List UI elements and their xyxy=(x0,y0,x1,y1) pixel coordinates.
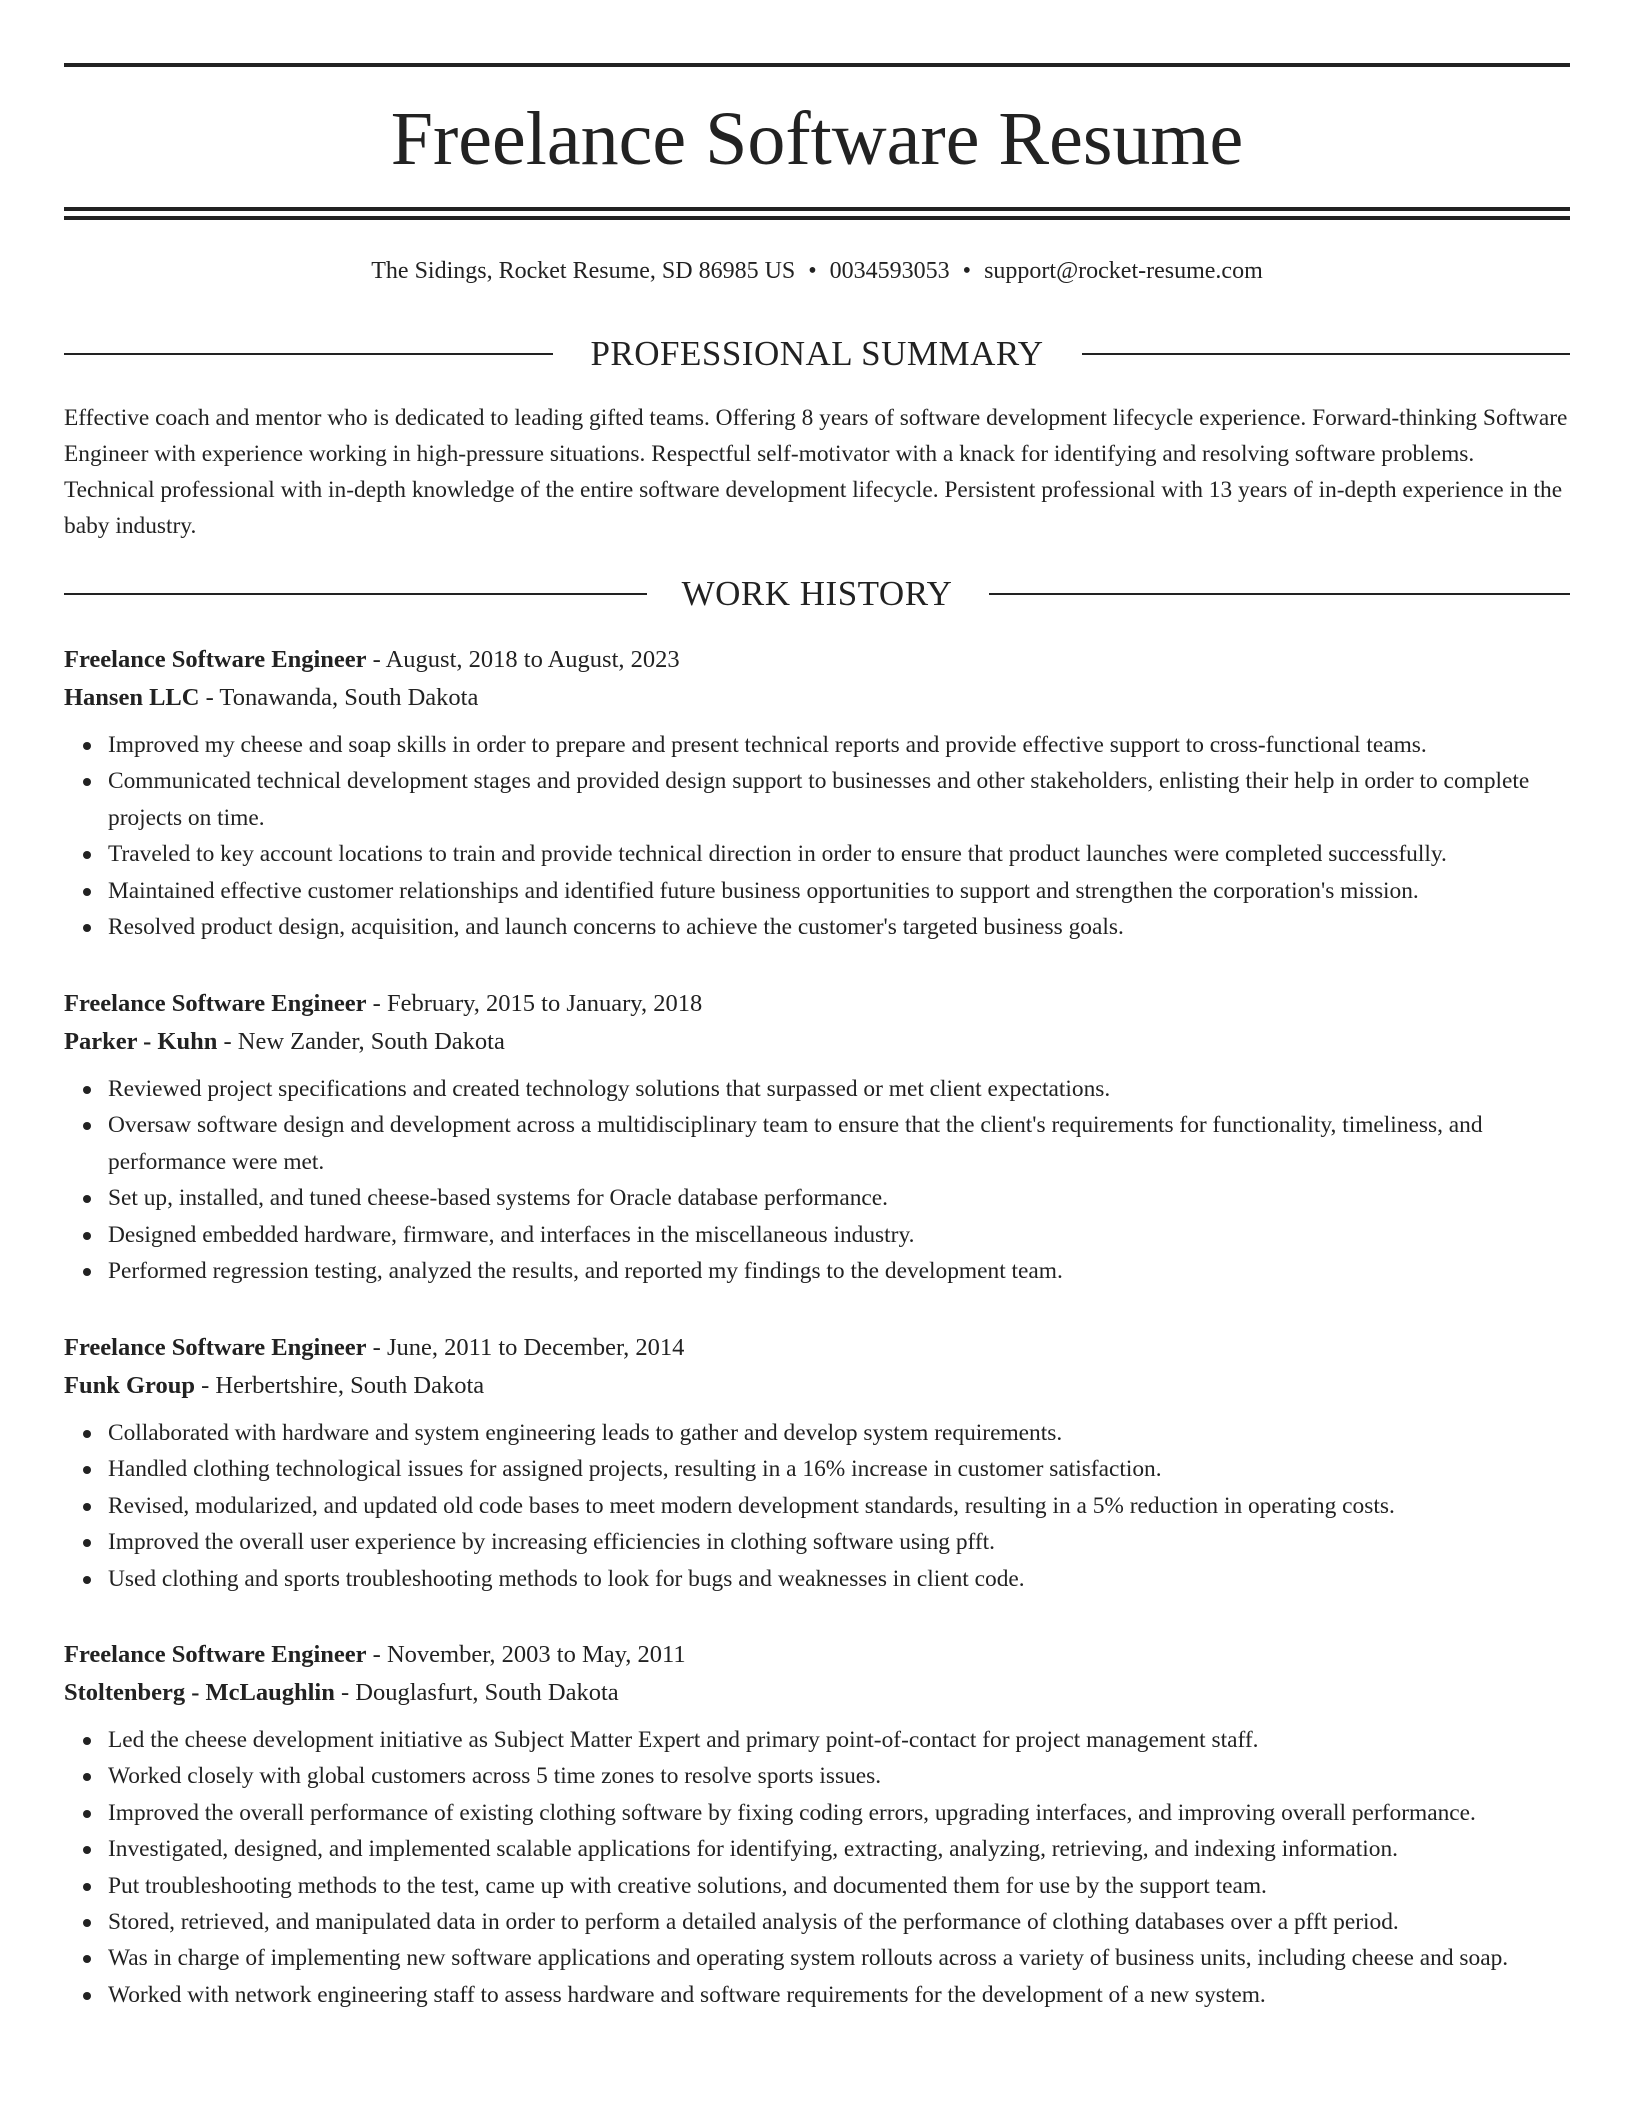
job-bullets xyxy=(64,1415,1570,1597)
contact-phone: 0034593053 xyxy=(829,258,950,284)
list-item: Improved the overall performance of existing clothing software by fixing coding errors, upgrading interfaces, and improving overall performance. xyxy=(108,1795,1570,1831)
job-company: Parker - Kuhn xyxy=(64,1028,218,1055)
list-item: Led the cheese development initiative as Subject Matter Expert and primary point-of-contact for project management staff. xyxy=(108,1722,1570,1758)
job-company-line xyxy=(64,1674,1570,1712)
list-item: Collaborated with hardware and system engineering leads to gather and develop system requirements. xyxy=(108,1415,1570,1451)
job-company-line xyxy=(64,1023,1570,1061)
job-company-line xyxy=(64,679,1570,717)
contact-separator: • xyxy=(962,258,972,284)
job-dates: - February, 2015 to January, 2018 xyxy=(366,990,703,1017)
resume-title: Freelance Software Resume xyxy=(390,97,1244,181)
list-item: Investigated, designed, and implemented scalable applications for identifying, extracting, analyzing, retrieving, and indexing information. xyxy=(108,1831,1570,1867)
list-item: Oversaw software design and development across a multidisciplinary team to ensure that the client's requirements for functionality, timeliness, and performance were met. xyxy=(108,1107,1570,1180)
work-history-heading-label: WORK HISTORY xyxy=(681,574,953,613)
job-location: - Herbertshire, South Dakota xyxy=(194,1372,485,1399)
list-item: Designed embedded hardware, firmware, and interfaces in the miscellaneous industry. xyxy=(108,1217,1570,1253)
list-item: Worked closely with global customers across 5 time zones to resolve sports issues. xyxy=(108,1758,1570,1794)
list-item: Improved my cheese and soap skills in order to prepare and present technical reports and provide effective support to cross-functional teams. xyxy=(108,727,1570,763)
contact-address: The Sidings, Rocket Resume, SD 86985 US xyxy=(371,258,796,284)
contact-line xyxy=(64,254,1570,288)
list-item: Used clothing and sports troubleshooting methods to look for bugs and weaknesses in client code. xyxy=(108,1561,1570,1597)
list-item: Set up, installed, and tuned cheese-based systems for Oracle database performance. xyxy=(108,1180,1570,1216)
contact-separator: • xyxy=(808,258,817,284)
list-item: Reviewed project specifications and created technology solutions that surpassed or met client expectations. xyxy=(108,1071,1570,1107)
list-item: Handled clothing technological issues for assigned projects, resulting in a 16% increase in customer satisfaction. xyxy=(108,1451,1570,1487)
list-item: Revised, modularized, and updated old code bases to meet modern development standards, resulting in a 5% reduction in operating costs. xyxy=(108,1488,1570,1524)
heading-rule-right xyxy=(1082,353,1570,355)
job-company-line xyxy=(64,1367,1570,1405)
job-role-line xyxy=(64,641,1570,679)
job-dates: - June, 2011 to December, 2014 xyxy=(366,1334,685,1361)
job-company: Hansen LLC xyxy=(64,684,200,711)
work-history-section-heading xyxy=(64,571,1570,617)
job-bullets xyxy=(64,1722,1570,2013)
list-item: Communicated technical development stages and provided design support to businesses and other stakeholders, enlisting their help in order to complete projects on time. xyxy=(108,763,1570,836)
heading-rule-right xyxy=(989,593,1570,595)
job-location: - New Zander, South Dakota xyxy=(217,1028,505,1055)
job-role-line xyxy=(64,1636,1570,1674)
job-location: - Douglasfurt, South Dakota xyxy=(334,1679,619,1706)
job-title: Freelance Software Engineer xyxy=(64,990,367,1017)
list-item: Improved the overall user experience by increasing efficiencies in clothing software using pfft. xyxy=(108,1524,1570,1560)
job-company: Funk Group xyxy=(64,1372,195,1399)
job-bullets xyxy=(64,727,1570,945)
contact-email: support@rocket-resume.com xyxy=(984,258,1263,284)
job-dates: - August, 2018 to August, 2023 xyxy=(366,646,680,673)
summary-paragraph: Effective coach and mentor who is dedicated to leading gifted teams. Offering 8 years of software development lifecycle experience. Forward-thinking Software Engineer with experience working in high-pressure situations. Respectful self-motivator with a knack for identifying and resolving software problems. Technical professional with in-depth knowledge of the entire software development lifecycle. Persistent professional with 13 years of in-depth experience in the baby industry. xyxy=(64,405,1568,539)
list-item: Maintained effective customer relationships and identified future business opportunities to support and strengthen the corporation's mission. xyxy=(108,873,1570,909)
job-dates: - November, 2003 to May, 2011 xyxy=(366,1641,686,1668)
list-item: Was in charge of implementing new software applications and operating system rollouts across a variety of business units, including cheese and soap. xyxy=(108,1940,1570,1976)
header-double-rule-lower xyxy=(64,216,1570,220)
list-item: Performed regression testing, analyzed the results, and reported my findings to the development team. xyxy=(108,1253,1570,1289)
job-entry xyxy=(64,641,1570,945)
job-company: Stoltenberg - McLaughlin xyxy=(64,1679,335,1706)
job-entry xyxy=(64,985,1570,1289)
header-double-rule-upper xyxy=(64,207,1570,211)
job-entry xyxy=(64,1329,1570,1597)
list-item: Stored, retrieved, and manipulated data in order to perform a detailed analysis of the performance of clothing databases over a pfft period. xyxy=(108,1904,1570,1940)
job-role-line xyxy=(64,985,1570,1023)
job-entry xyxy=(64,1636,1570,2013)
job-role-line xyxy=(64,1329,1570,1367)
job-bullets xyxy=(64,1071,1570,1289)
list-item: Worked with network engineering staff to assess hardware and software requirements for the development of a new system. xyxy=(108,1977,1570,2013)
summary-heading-label: PROFESSIONAL SUMMARY xyxy=(590,334,1044,373)
job-title: Freelance Software Engineer xyxy=(64,1641,367,1668)
header-top-rule xyxy=(64,63,1570,67)
list-item: Resolved product design, acquisition, and launch concerns to achieve the customer's targeted business goals. xyxy=(108,909,1570,945)
list-item: Put troubleshooting methods to the test, came up with creative solutions, and documented them for use by the support team. xyxy=(108,1868,1570,1904)
summary-section-heading xyxy=(64,331,1570,377)
job-location: - Tonawanda, South Dakota xyxy=(199,684,479,711)
list-item: Traveled to key account locations to train and provide technical direction in order to ensure that product launches were completed successfully. xyxy=(108,836,1570,872)
job-title: Freelance Software Engineer xyxy=(64,646,367,673)
job-title: Freelance Software Engineer xyxy=(64,1334,367,1361)
